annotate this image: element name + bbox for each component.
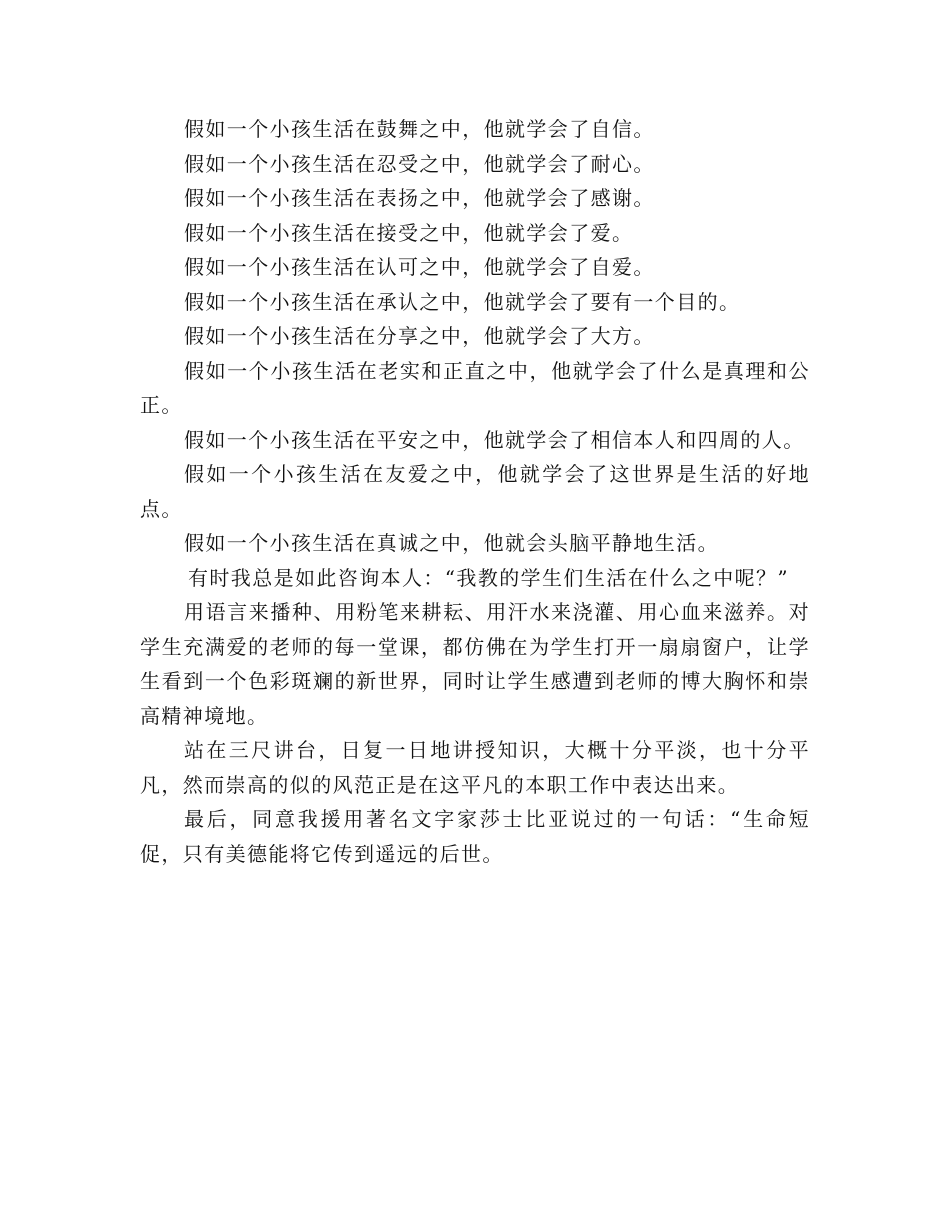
paragraph: 假如一个小孩生活在真诚之中，他就会头脑平静地生活。	[184, 531, 719, 555]
paragraph: 假如一个小孩生活在接受之中，他就学会了爱。	[184, 220, 634, 245]
paragraph: 假如一个小孩生活在忍受之中，他就学会了耐心。	[184, 151, 655, 176]
paragraph: 假如一个小孩生活在老实和正直之中，他就学会了什么是真理和公正。	[140, 358, 810, 417]
paragraph: 假如一个小孩生活在表扬之中，他就学会了感谢。	[184, 186, 655, 210]
paragraph: 有时我总是如此咨询本人：“我教的学生们生活在什么之中呢？”	[188, 565, 790, 590]
paragraph: 假如一个小孩生活在鼓舞之中，他就学会了自信。	[184, 117, 655, 141]
paragraph: 最后，同意我援用著名文字家莎士比亚说过的一句话：“生命短促，只有美德能将它传到遥远的后世。	[140, 807, 810, 866]
paragraph: 假如一个小孩生活在平安之中，他就学会了相信本人和四周的人。	[184, 427, 805, 452]
paragraph: 假如一个小孩生活在友爱之中，他就学会了这世界是生活的好地点。	[140, 462, 810, 521]
paragraph: 假如一个小孩生活在认可之中，他就学会了自爱。	[184, 255, 655, 279]
paragraph: 假如一个小孩生活在承认之中，他就学会了要有一个目的。	[184, 289, 741, 314]
paragraph: 站在三尺讲台，日复一日地讲授知识，大概十分平淡，也十分平凡，然而崇高的似的风范正是在这平凡的本职工作中表达出来。	[140, 738, 810, 797]
document-body	[140, 112, 810, 871]
paragraph: 假如一个小孩生活在分享之中，他就学会了大方。	[184, 324, 655, 348]
paragraph: 用语言来播种、用粉笔来耕耘、用汗水来浇灌、用心血来滋养。对学生充满爱的老师的每一堂课，都仿佛在为学生打开一扇扇窗户，让学生看到一个色彩斑斓的新世界，同时让学生感遭到老师的博大胸怀和崇高精神境地。	[140, 600, 810, 728]
